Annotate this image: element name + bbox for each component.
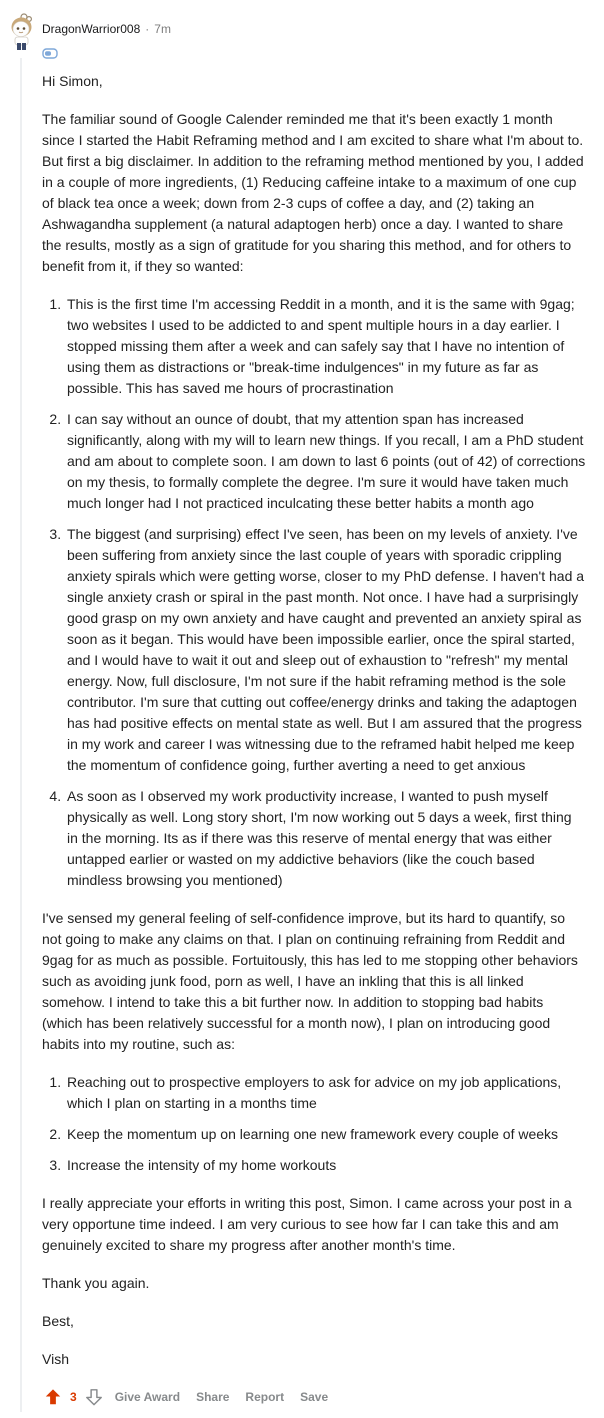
thanks-text: Thank you again. (42, 1275, 150, 1291)
comment-action-bar (42, 1386, 586, 1408)
list-item: 3. Increase the intensity of my home workouts (65, 1155, 586, 1176)
avatar[interactable] (7, 13, 37, 51)
vote-score: 3 (70, 1390, 77, 1404)
username-link[interactable]: DragonWarrior008 (42, 22, 141, 36)
downvote-icon (85, 1388, 103, 1406)
comment-paragraph: The familiar sound of Google Calender reminded me that it's been exactly 1 month since I started the Habit Reframing method and I am excited to share what I'm about to. But first a big disclaimer. In addition to the reframing method mentioned by you, I added in a couple of more ingredients, (1) Reducing caffeine intake to a maximum of one cup of black tea once a week; down from 2-3 cups of coffee a day, and (2) taking an Ashwagandha supplement (a natural adaptogen herb) once a day. I wanted to share the results, mostly as a sign of gratitude for you sharing this method, and for others to benefit from it, if they so wanted: (42, 111, 584, 274)
share-button[interactable]: Share (190, 1386, 235, 1408)
give-award-button[interactable]: Give Award (109, 1386, 186, 1408)
save-button[interactable]: Save (294, 1386, 334, 1408)
greeting-text: Hi Simon, (42, 73, 103, 89)
upvote-button[interactable] (42, 1386, 64, 1408)
comment-header (42, 14, 586, 36)
list-item: 2. Keep the momentum up on learning one new framework every couple of weeks (65, 1124, 586, 1145)
signature-text: Vish (42, 1351, 69, 1367)
upvote-icon (44, 1388, 62, 1406)
header-separator: · (145, 22, 150, 36)
signoff-text: Best, (42, 1313, 74, 1329)
list-item: 4. As soon as I observed my work productivity increase, I wanted to push myself physically as well. Long story short, I'm now working out 5 days a week, first thing in the morning. Its as if there was this reserve of mental energy that was either untapped earlier or wasted on my addictive behaviors (like the couch based mindless browsing you mentioned) (65, 786, 586, 891)
comment-paragraph: I really appreciate your efforts in writing this post, Simon. I came across your post in a very opportune time indeed. I am very curious to see how far I can take this and am genuinely excited to share my progress after another month's time. (42, 1195, 572, 1253)
thread-collapse-line[interactable] (20, 58, 22, 1412)
list-item: 1. This is the first time I'm accessing Reddit in a month, and it is the same with 9gag; two websites I used to be addicted to and spent multiple hours in a day earlier. I stopped missing them after a week and can safely say that I have no intention of using them as distractions or "break-time indulgences" in my future as far as possible. This has saved me hours of procrastination (65, 294, 586, 399)
comment-body (42, 71, 586, 1370)
list-item: 1. Reaching out to prospective employers to ask for advice on my job applications, which I plan on starting in a months time (65, 1072, 586, 1114)
list-item: 2. I can say without an ounce of doubt, that my attention span has increased significantly, along with my will to learn new things. If you recall, I am a PhD student and am about to complete soon. I am down to last 6 points (out of 42) of corrections on my thesis, to formally complete the degree. I'm sure it would have taken much much longer had I not practiced inculcating these better habits a month ago (65, 409, 586, 514)
results-list (42, 294, 586, 891)
comment-paragraph: I've sensed my general feeling of self-confidence improve, but its hard to quantify, so not going to make any claims on that. I plan on continuing refraining from Reddit and 9gag for as much as possible. Fortuitously, this has led to me stopping other behaviors such as avoiding junk food, porn as well, I have an inkling that this is all linked somehow. I intend to take this a bit further now. In addition to stopping bad habits (which has been relatively successful for a month now), I plan on introducing good habits into my routine, such as: (42, 910, 578, 1052)
award-row (42, 45, 586, 57)
good-habits-list (42, 1072, 586, 1176)
downvote-button[interactable] (83, 1386, 105, 1408)
list-item: 3. The biggest (and surprising) effect I've seen, has been on my levels of anxiety. I've been suffering from anxiety since the last couple of years with sporadic crippling anxiety spirals which were getting worse, closer to my PhD defense. I haven't had a single anxiety crash or spiral in the past month. Not once. I have had a surprisingly good grasp on my own anxiety and have caught and prevented an anxiety spiral as soon as it began. This would have been impossible earlier, once the spiral started, and I would have to wait it out and sleep out of exhaustion to "refresh" my mental energy. Now, full disclosure, I'm not sure if the habit reframing method is the sole contributor. I'm sure that cutting out coffee/energy drinks and taking the adaptogen has had positive effects on mental state as well. But I am assured that the progress in my work and career I was witnessing due to the reframed habit helped me keep the momentum of confidence going, further averting a need to get anxious (65, 524, 586, 776)
comment-timestamp: 7m (154, 22, 171, 36)
report-button[interactable]: Report (239, 1386, 290, 1408)
snoovatar-icon (7, 13, 37, 51)
award-icon[interactable] (42, 46, 58, 57)
